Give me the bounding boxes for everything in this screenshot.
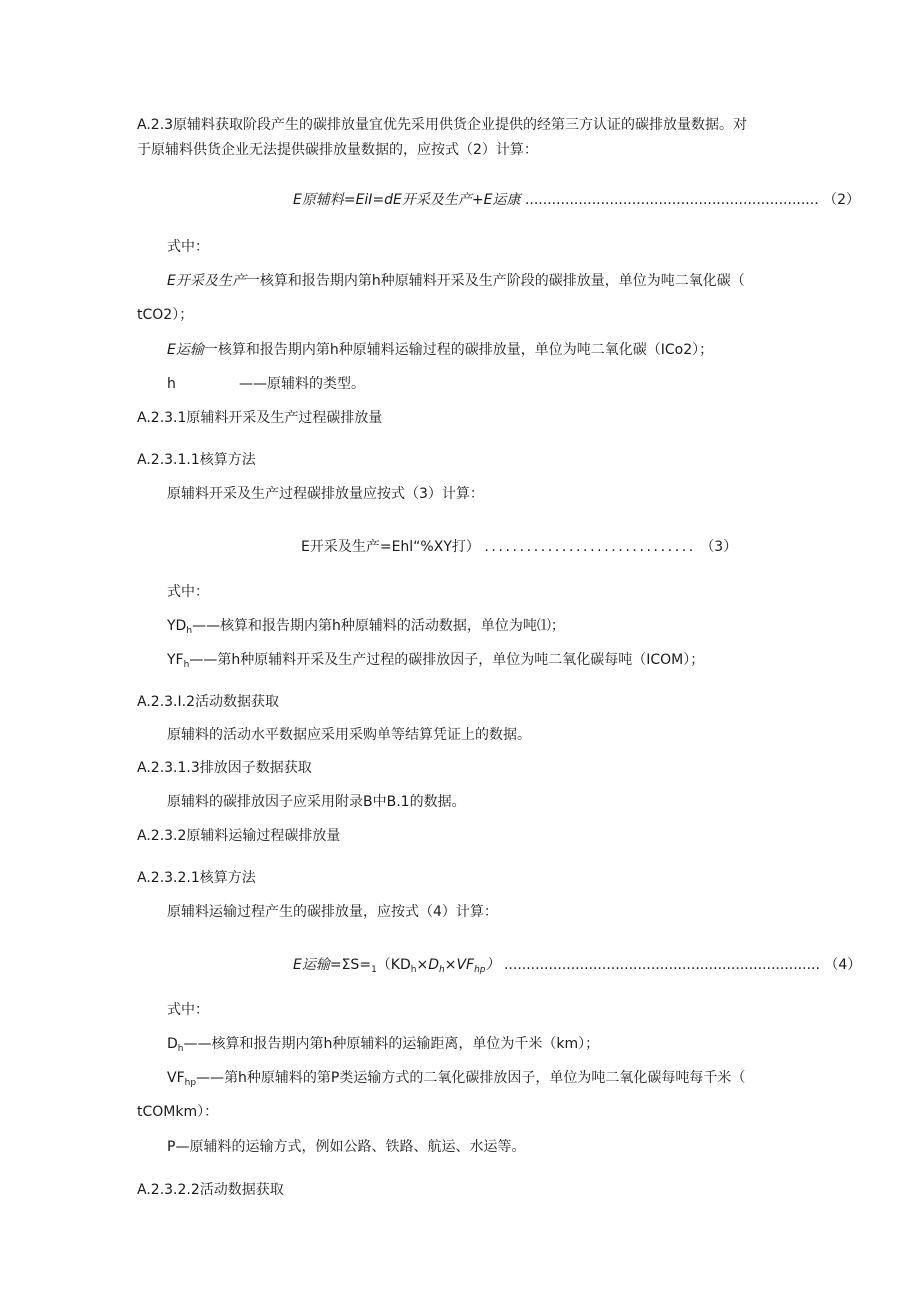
definition-subscript: h [177,1044,184,1054]
definition-text: ——第h种原辅料的第P类运输方式的二氧化碳排放因子，单位为吨二氧化碳每吨每千米（ [196,1070,746,1086]
formula-4-lhs: E运输 [293,957,330,973]
formula-4-term: ×VF [444,957,475,973]
section-heading-a2321: A.2.3.2.1核算方法 [137,870,256,886]
formula-4 [293,955,861,980]
definition-text: ——第h种原辅料开采及生产过程的碳排放因子，单位为吨二氧化碳每吨（ICOM）； [189,652,705,668]
formula-2-dots: .................................................................. [524,192,819,208]
intro-line-1: A.2.3原辅料获取阶段产生的碳排放量宜优先采用供货企业提供的经第三方认证的碳排放量数据。对 [137,117,748,133]
definition-h [167,374,176,394]
formula-4-subscript: h [439,965,445,975]
definition-subscript: hp [184,1078,197,1088]
formula-4-number: （4） [824,957,862,973]
formula-3-number: （3） [700,539,738,555]
formula-4-term: ×D [416,957,439,973]
definition-text: ——核算和报告期内第h种原辅料的活动数据，单位为吨⑴； [192,618,565,634]
formula-3-expr: E开采及生产=Ehl“%XY打） [301,539,480,555]
definition-symbol: YF [167,652,184,668]
definition-vf-cont: tCOMkm）： [137,1104,219,1120]
where-label-2: 式中： [167,584,209,600]
section-heading-a2311: A.2.3.1原辅料开采及生产过程碳排放量 [137,410,383,426]
definition-symbol: E开采及生产 [167,273,246,289]
section-heading-a232: A.2.3.2原辅料运输过程碳排放量 [137,828,341,844]
definition-e-transport [167,340,713,360]
formula-2-expr: E原辅料=EiI=dE开采及生产+E运康 [293,192,521,208]
definition-p: P—原辅料的运输方式，例如公路、铁路、航运、水运等。 [167,1139,526,1155]
definition-text: 一核算和报告期内第h种原辅料运输过程的碳排放量，单位为吨二氧化碳（ICo2）； [203,342,714,358]
definition-vf [167,1068,745,1093]
definition-text: ——核算和报告期内第h种原辅料的运输距离，单位为千米（km）； [183,1036,600,1052]
definition-e-mining [167,271,745,291]
paragraph-activity-data: 原辅料的活动水平数据应采用采购单等结算凭证上的数据。 [167,727,531,743]
definition-e-mining-cont: tCO2）； [137,307,194,323]
definition-yd [167,616,565,641]
formula-4-term: ） [485,957,500,973]
paragraph-formula-3-intro: 原辅料开采及生产过程碳排放量应按式（3）计算： [167,486,484,502]
formula-3 [301,537,737,557]
formula-4-dots: ....................................................................... [503,957,820,973]
definition-symbol: YD [167,618,187,634]
section-heading-a23112: A.2.3.I.2活动数据获取 [137,694,279,710]
definition-symbol: D [167,1036,178,1052]
where-label-1: 式中： [167,239,209,255]
formula-2 [293,190,860,210]
formula-3-dots: .............................. [484,539,696,555]
definition-symbol: h [167,376,176,392]
paragraph-emission-factor: 原辅料的碳排放因子应采用附录B中B.1的数据。 [167,794,466,810]
section-heading-a23113: A.2.3.1.3排放因子数据获取 [137,760,312,776]
section-heading-a23111: A.2.3.1.1核算方法 [137,452,256,468]
where-label-3: 式中： [167,1002,209,1018]
formula-4-subscript: hp [474,965,486,975]
definition-yf [167,650,704,675]
definition-symbol: E运输 [167,342,204,358]
formula-4-term: （KD [376,957,411,973]
paragraph-formula-4-intro: 原辅料运输过程产生的碳排放量，应按式（4）计算： [167,904,498,920]
formula-4-subscript: h [410,965,417,975]
formula-4-subscript: 1 [371,965,377,975]
formula-2-number: （2） [823,192,861,208]
definition-text: 一核算和报告期内第h种原辅料开采及生产阶段的碳排放量，单位为吨二氧化碳（ [245,273,745,289]
definition-h-text: ——原辅料的类型。 [239,376,365,392]
definition-symbol: VF [167,1070,185,1086]
definition-subscript: h [183,660,190,670]
definition-d [167,1034,599,1059]
definition-subscript: h [186,626,193,636]
formula-4-sum: =ΣS= [329,957,372,973]
section-heading-a2322: A.2.3.2.2活动数据获取 [137,1182,284,1198]
intro-line-2: 于原辅料供货企业无法提供碳排放量数据的，应按式（2）计算： [137,142,538,158]
